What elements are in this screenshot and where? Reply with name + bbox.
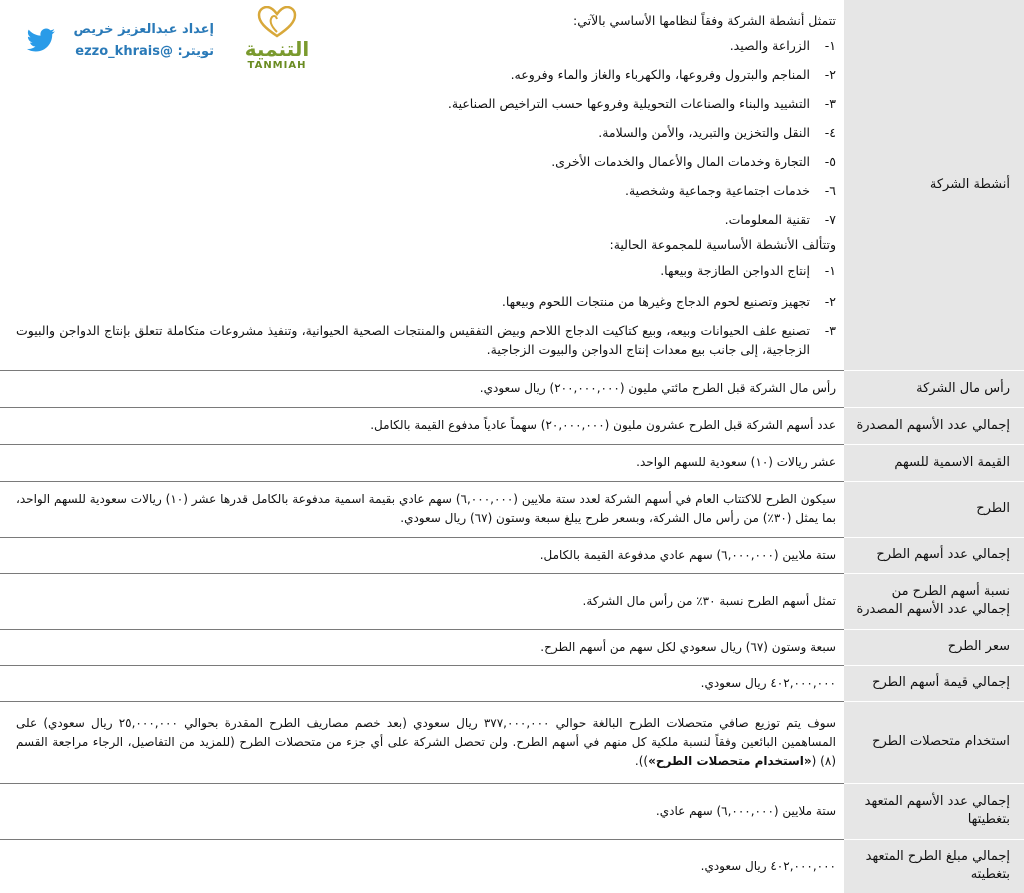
list-item: ٣- تصنيع علف الحيوانات وبيعه، وبيع كتاكيت الدجاج اللاحم وبيض التفقيس والمنتجات الصحية الحيوانية، وتنفيذ مشروعات متكاملة تتعلق بإنتاج الدواجن والبيوت الزجاجية، إلى جانب بيع معدات إنتاج الدواجن والبيوت الزجاجية.	[16, 323, 836, 358]
row-label: القيمة الاسمية للسهم	[844, 444, 1024, 481]
table-row-offering	[0, 481, 1024, 537]
activities-intro: تتمثل أنشطة الشركة وفقاً لنظامها الأساسي بالآتي:	[573, 13, 836, 29]
table-row-offer-ratio	[0, 573, 1024, 629]
row-value: تمثل أسهم الطرح نسبة ٣٠٪ من رأس مال الشركة.	[0, 573, 844, 629]
list-item: ١- الزراعة والصيد.	[729, 38, 836, 54]
table-row-proceeds	[0, 701, 1024, 783]
group-activities-list	[16, 255, 836, 359]
row-value: سوف يتم توزيع صافي متحصلات الطرح البالغة حوالي ٣٧٧,٠٠٠,٠٠٠ ريال سعودي (بعد خصم مصاريف الطرح المقدرة بحوالي ٢٥,٠٠٠,٠٠٠ ريال سعودي) على المساهمين البائعين وفقاً لنسبة ملكية كل منهم في أسهم الطرح. ولن تحصل الشركة على أي جزء من متحصلات الطرح (للمزيد من التفاصيل، الرجاء مراجعة القسم (٨) («استخدام متحصلات الطرح»)).	[0, 701, 844, 783]
table-row-underwritten-shares	[0, 783, 1024, 839]
list-item: ٢- تجهيز وتصنيع لحوم الدجاج وغيرها من منتجات اللحوم وبيعها.	[501, 294, 836, 310]
tanmiah-english-name: TANMIAH	[247, 60, 307, 71]
row-value: عشر ريالات (١٠) سعودية للسهم الواحد.	[0, 444, 844, 481]
row-label: إجمالي عدد الأسهم المصدرة	[844, 407, 1024, 444]
list-item: ٢- المناجم والبترول وفروعها، والكهرباء والغاز والماء وفروعه.	[510, 67, 836, 83]
row-label: أنشطة الشركة	[844, 0, 1024, 370]
list-item: ٥- التجارة وخدمات المال والأعمال والخدمات الأخرى.	[551, 154, 836, 170]
activities-intro-2: وتتألف الأنشطة الأساسية للمجموعة الحالية:	[609, 237, 836, 253]
row-label: إجمالي مبلغ الطرح المتعهد بتغطيته	[844, 839, 1024, 893]
row-value: سيكون الطرح للاكتتاب العام في أسهم الشركة لعدد ستة ملايين (٦,٠٠٠,٠٠٠) سهم عادي بقيمة اسمية مدفوعة بالكامل قدرها عشر (١٠) ريالات سعودية للسهم الواحد، بما يمثل (٣٠٪) من رأس مال الشركة، وبسعر طرح يبلغ سبعة وستون (٦٧) ريال سعودي.	[0, 481, 844, 537]
list-item: ٣- التشييد والبناء والصناعات التحويلية وفروعها حسب التراخيص الصناعية.	[447, 96, 836, 112]
row-label: نسبة أسهم الطرح من إجمالي عدد الأسهم المصدرة	[844, 573, 1024, 629]
row-label: إجمالي قيمة أسهم الطرح	[844, 665, 1024, 701]
list-item: ١- إنتاج الدواجن الطازجة وبيعها.	[660, 263, 836, 279]
row-value: ٤٠٢,٠٠٠,٠٠٠ ريال سعودي.	[0, 665, 844, 701]
author-credit	[24, 22, 234, 72]
row-label: رأس مال الشركة	[844, 370, 1024, 407]
table-row-underwritten-amount	[0, 839, 1024, 893]
row-value: رأس مال الشركة قبل الطرح مائتي مليون (٢٠٠,٠٠٠,٠٠٠) ريال سعودي.	[0, 370, 844, 407]
table-row-offer-value	[0, 665, 1024, 701]
tanmiah-arabic-name: التنمية	[244, 37, 310, 61]
table-row-total-shares	[0, 407, 1024, 444]
tanmiah-logo	[232, 6, 322, 86]
row-label: استخدام متحصلات الطرح	[844, 701, 1024, 783]
row-value: ستة ملايين (٦,٠٠٠,٠٠٠) سهم عادي.	[0, 783, 844, 839]
row-value: ٤٠٢,٠٠٠,٠٠٠ ريال سعودي.	[700, 858, 836, 873]
row-label: الطرح	[844, 481, 1024, 537]
row-label: إجمالي عدد أسهم الطرح	[844, 537, 1024, 573]
table-row-nominal-value	[0, 444, 1024, 481]
twitter-bird-icon	[26, 28, 56, 58]
list-item: ٤- النقل والتخزين والتبريد، والأمن والسلامة.	[598, 125, 836, 141]
credit-twitter-handle: تويتر: @ezzo_khrais	[75, 44, 214, 59]
list-item: ٦- خدمات اجتماعية وجماعية وشخصية.	[624, 183, 836, 199]
row-value: ستة ملايين (٦,٠٠٠,٠٠٠) سهم عادي مدفوعة القيمة بالكامل.	[0, 537, 844, 573]
header-logos	[24, 6, 324, 86]
row-value: سبعة وستون (٦٧) ريال سعودي لكل سهم من أسهم الطرح.	[0, 629, 844, 665]
table-row-offer-price	[0, 629, 1024, 665]
table-row-capital	[0, 370, 1024, 407]
tanmiah-heart-icon	[255, 6, 299, 38]
row-value: عدد أسهم الشركة قبل الطرح عشرون مليون (٢٠,٠٠٠,٠٠٠) سهماً عادياً مدفوع القيمة بالكامل.	[0, 407, 844, 444]
list-item: ٧- تقنية المعلومات.	[724, 212, 836, 228]
row-label: إجمالي عدد الأسهم المتعهد بتغطيتها	[844, 783, 1024, 839]
row-label: سعر الطرح	[844, 629, 1024, 665]
credit-author-name: إعداد عبدالعزيز خريص	[73, 22, 214, 37]
table-row-offer-shares	[0, 537, 1024, 573]
